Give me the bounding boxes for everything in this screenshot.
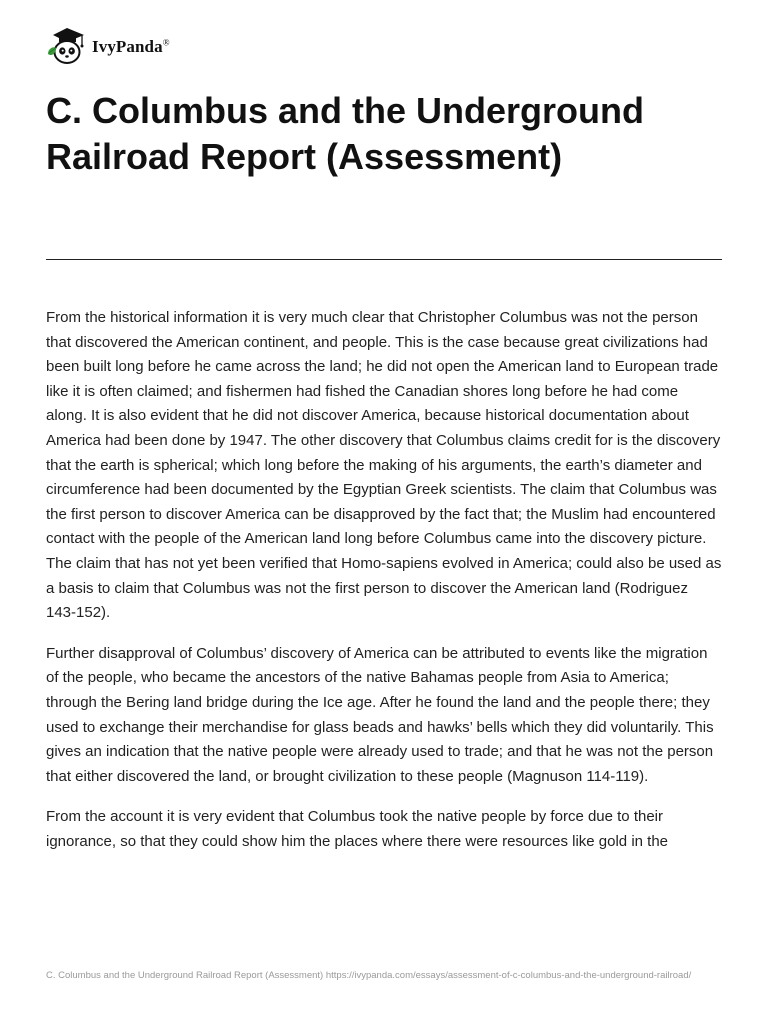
footer-citation: C. Columbus and the Underground Railroad Report (Assessment) https://ivypanda.com/essays/assessment-of-c-columbus-and-the-underground-railroad/ xyxy=(46,970,692,981)
title-divider xyxy=(46,259,722,260)
document-body xyxy=(46,306,722,870)
panda-graduation-cap-icon xyxy=(44,26,90,66)
brand-name: IvyPanda® xyxy=(92,37,170,56)
brand-logo[interactable] xyxy=(44,26,170,66)
body-paragraph: From the historical information it is very much clear that Christopher Columbus was not the person that discovered the American continent, and people. This is the case because great civilizations had been built long before he came across the land; he did not open the American land to European trade like it is often claimed; and fishermen had fished the Canadian shores long before he had come along. It is also evident that he did not discover America, because historical documentation about America had been done by 1947. The other discovery that Columbus claims credit for is the discovery that the earth is spherical; which long before the making of his arguments, the earth’s diameter and circumference had been documented by the Egyptian Greek scientists. The claim that Columbus was the first person to discover America can be disapproved by the fact that; the Muslim had encountered contact with the people of the American land long before Columbus came into the discovery picture. The claim that has not yet been verified that Homo-sapiens evolved in America; could also be used as a basis to claim that Columbus was not the first person to discover the American land (Rodriguez 143-152). xyxy=(46,309,722,622)
document-title: C. Columbus and the Underground Railroad Report (Assessment) xyxy=(46,90,644,177)
body-paragraph: Further disapproval of Columbus’ discovery of America can be attributed to events like the migration of the people, who became the ancestors of the native Bahamas people from Asia to America; through the Bering land bridge during the Ice age. After he found the land and the people there; they used to exchange their merchandise for glass beads and hawks’ bells which they did voluntarily. This gives an indication that the native people were already used to trade; and that he was not the person that either discovered the land, or brought civilization to these people (Magnuson 114-119). xyxy=(46,644,714,785)
body-paragraph: From the account it is very evident that Columbus took the native people by force due to their ignorance, so that they could show him the places where there were resources like gold in the xyxy=(46,808,669,850)
registered-mark: ® xyxy=(162,37,170,48)
